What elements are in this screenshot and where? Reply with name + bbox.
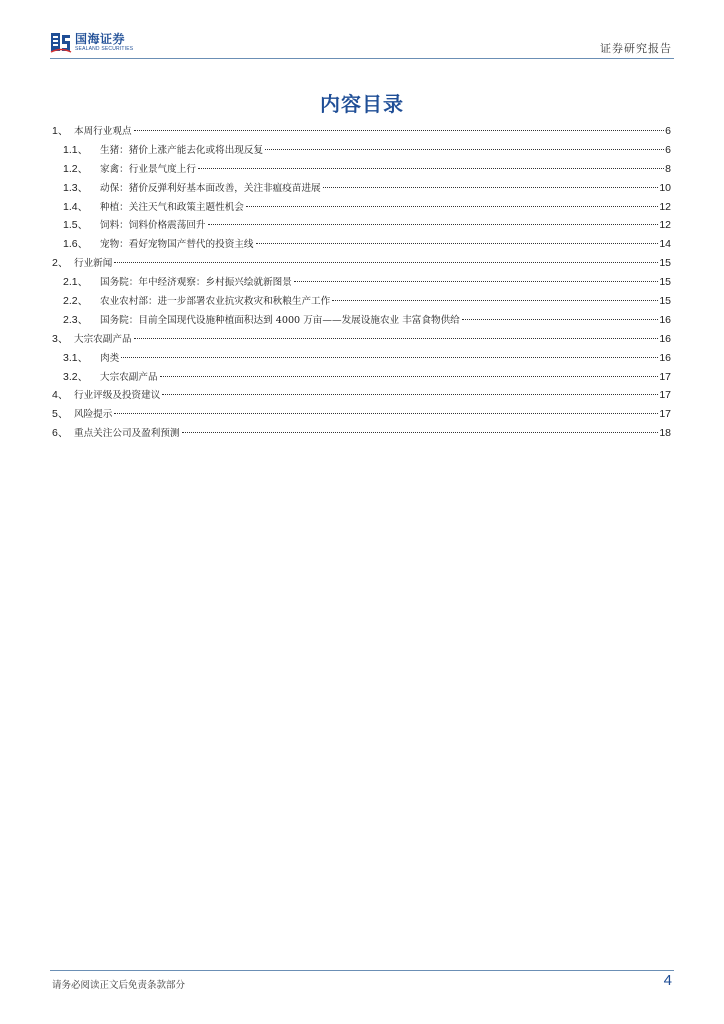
toc-entry[interactable]	[52, 254, 671, 273]
toc-entry-number: 6、	[52, 427, 69, 440]
toc-entry[interactable]	[52, 216, 671, 235]
toc-entry[interactable]	[52, 386, 671, 405]
toc-entry-page[interactable]: 15	[659, 276, 671, 289]
toc-entry-page[interactable]: 17	[659, 408, 671, 421]
dot-leader	[114, 413, 658, 414]
toc-entry-page[interactable]: 6	[665, 143, 671, 156]
dot-leader	[198, 168, 664, 169]
toc-entry-number: 3.1、	[63, 351, 89, 364]
toc-entry-page[interactable]: 6	[665, 125, 671, 137]
toc-entry-page[interactable]: 8	[665, 162, 671, 175]
toc-entry-page[interactable]: 17	[659, 389, 671, 402]
toc-entry-number: 1、	[52, 125, 69, 137]
toc-entry-number: 1.4、	[63, 200, 89, 213]
toc-entry-label[interactable]: 大宗农副产品	[100, 371, 158, 383]
toc-entry-number: 4、	[52, 389, 69, 402]
toc-entry[interactable]	[52, 368, 671, 387]
toc-entry-label[interactable]: 行业评级及投资建议	[74, 390, 161, 402]
toc-entry-number: 1.2、	[63, 162, 89, 175]
toc-entry-page[interactable]: 16	[659, 332, 671, 345]
toc-entry-number: 3、	[52, 332, 69, 345]
toc-entry-number: 1.6、	[63, 238, 89, 251]
toc-entry-label[interactable]: 国务院：年中经济观察：乡村振兴绘就新图景	[100, 277, 292, 289]
sealand-logo-icon	[50, 31, 72, 53]
toc-entry-number: 2.2、	[63, 295, 89, 308]
toc-entry-page[interactable]: 12	[659, 219, 671, 232]
dot-leader	[121, 357, 658, 358]
toc-entry[interactable]	[52, 160, 671, 179]
toc-entry-page[interactable]: 14	[659, 238, 671, 251]
toc-entry-number: 5、	[52, 408, 69, 421]
toc-entry-number: 1.3、	[63, 181, 89, 194]
dot-leader	[332, 300, 658, 301]
dot-leader	[246, 206, 658, 207]
toc-entry-label[interactable]: 动保：猪价反弹利好基本面改善，关注非瘟疫苗进展	[100, 182, 321, 194]
page-header	[50, 28, 674, 59]
toc-entry[interactable]	[52, 311, 671, 330]
dot-leader	[323, 187, 659, 188]
toc-entry-number: 2.3、	[63, 313, 89, 326]
toc-entry-label[interactable]: 生猪：猪价上涨产能去化或将出现反复	[100, 144, 264, 156]
toc-entry-page[interactable]: 10	[659, 181, 671, 194]
toc-entry-label[interactable]: 国务院：目前全国现代设施种植面积达到 4000 万亩——发展设施农业 丰富食物供给	[100, 314, 460, 326]
toc-entry-label[interactable]: 宠物：看好宠物国产替代的投资主线	[100, 239, 254, 251]
dot-leader	[114, 262, 658, 263]
toc-entry-label[interactable]: 大宗农副产品	[74, 333, 132, 345]
toc-entry-label[interactable]: 行业新闻	[74, 258, 113, 270]
toc-entry-label[interactable]: 肉类	[100, 352, 120, 364]
disclaimer-note: 请务必阅读正文后免责条款部分	[52, 980, 186, 991]
logo-name-en: SEALAND SECURITIES	[75, 45, 134, 52]
toc-entry-label[interactable]: 种植：关注天气和政策主题性机会	[100, 201, 244, 213]
toc-entry[interactable]	[52, 273, 671, 292]
toc-entry[interactable]	[52, 235, 671, 254]
toc-entry-label[interactable]: 家禽：行业景气度上行	[100, 163, 196, 175]
toc-entry[interactable]	[52, 349, 671, 368]
dot-leader	[208, 224, 659, 225]
toc-entry-page[interactable]: 16	[659, 313, 671, 326]
toc-entry[interactable]	[52, 141, 671, 160]
toc-entry[interactable]	[52, 122, 671, 141]
toc-entry-label[interactable]: 农业农村部：进一步部署农业抗灾救灾和秋粮生产工作	[100, 296, 331, 308]
toc-entry[interactable]	[52, 405, 671, 424]
toc-entry-page[interactable]: 12	[659, 200, 671, 213]
logo-name-cn: 国海证券	[75, 31, 126, 46]
dot-leader	[462, 319, 659, 320]
sealand-logo	[50, 30, 133, 54]
dot-leader	[134, 338, 659, 339]
toc-entry-number: 2.1、	[63, 276, 89, 289]
toc-entry-number: 3.2、	[63, 370, 89, 383]
dot-leader	[134, 130, 665, 131]
toc-entry[interactable]	[52, 179, 671, 198]
toc-entry[interactable]	[52, 198, 671, 217]
dot-leader	[256, 243, 659, 244]
toc-entry-page[interactable]: 15	[659, 295, 671, 308]
toc-entry[interactable]	[52, 424, 671, 443]
dot-leader	[182, 432, 659, 433]
toc-entry-page[interactable]: 16	[659, 351, 671, 364]
toc-entry[interactable]	[52, 292, 671, 311]
dot-leader	[160, 376, 659, 377]
toc-entry-label[interactable]: 重点关注公司及盈利预测	[74, 428, 180, 440]
dot-leader	[162, 394, 658, 395]
toc-entry-page[interactable]: 17	[659, 370, 671, 383]
page-number: 4	[663, 972, 672, 989]
toc-entry-number: 2、	[52, 257, 69, 270]
toc-entry-number: 1.1、	[63, 143, 89, 156]
toc-entry-page[interactable]: 15	[659, 257, 671, 270]
table-of-contents	[52, 122, 671, 443]
toc-entry-label[interactable]: 本周行业观点	[74, 126, 132, 137]
page-footer	[50, 970, 674, 991]
toc-entry[interactable]	[52, 330, 671, 349]
dot-leader	[265, 149, 664, 150]
report-type: 证券研究报告	[600, 42, 672, 55]
toc-entry-number: 1.5、	[63, 219, 89, 232]
toc-entry-label[interactable]: 饲料：饲料价格震荡回升	[100, 220, 206, 232]
toc-entry-page[interactable]: 18	[659, 427, 671, 440]
toc-entry-label[interactable]: 风险提示	[74, 409, 113, 421]
toc-title: 内容目录	[320, 92, 404, 116]
dot-leader	[294, 281, 658, 282]
